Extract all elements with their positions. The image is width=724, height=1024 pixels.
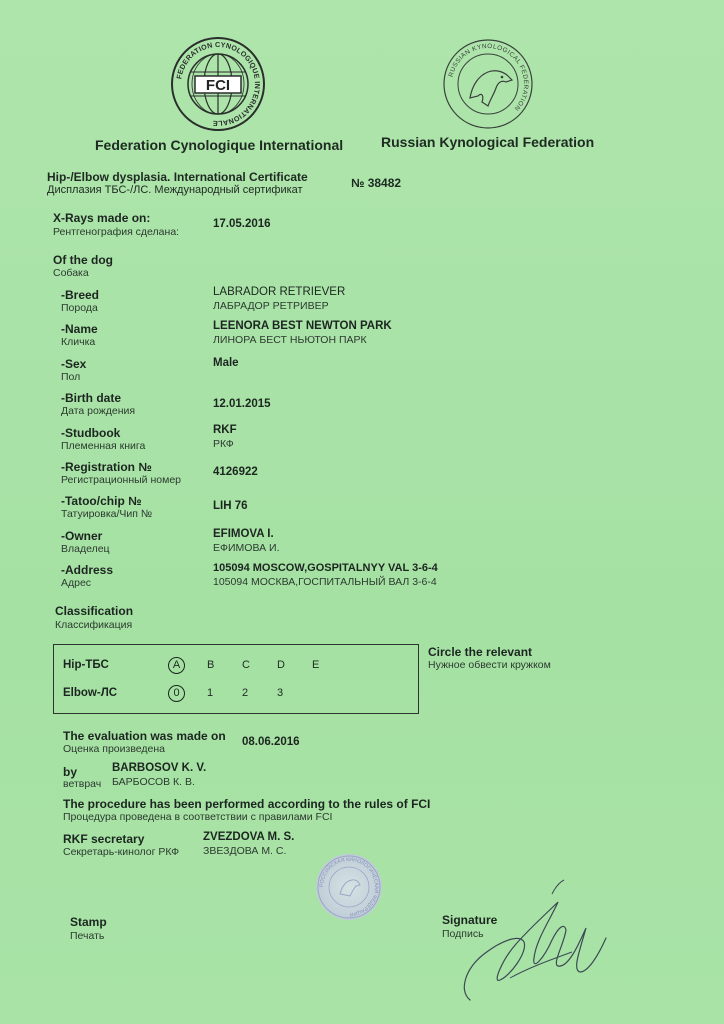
fci-logo-text: FCI (205, 77, 231, 94)
circle-note-en: Circle the relevant (428, 645, 533, 659)
chip-value: LIH 76 (213, 500, 248, 512)
registration-value: 4126922 (213, 466, 258, 478)
studbook-value-en: RKF (213, 424, 237, 436)
certificate-title-en: Hip-/Elbow dysplasia. International Certificate (47, 170, 308, 184)
classification-box (53, 644, 419, 714)
field-label-ru: Владелец (61, 543, 110, 555)
field-label-en: -Studbook (61, 426, 121, 440)
birth-date-value: 12.01.2015 (213, 398, 271, 410)
xray-label-en: X-Rays made on: (53, 211, 151, 225)
sex-value: Male (213, 357, 239, 369)
address-value-en: 105094 MOSCOW,GOSPITALNYY VAL 3-6-4 (213, 562, 438, 574)
rkf-seal-ring (316, 854, 382, 920)
secretary-name-en: ZVEZDOVA M. S. (203, 831, 295, 843)
owner-value-en: EFIMOVA I. (213, 528, 274, 540)
field-label-en: -Address (61, 563, 114, 577)
field-label-en: -Name (61, 322, 98, 336)
field-label-ru: Кличка (61, 336, 96, 348)
field-label-en: -Sex (61, 357, 87, 371)
hip-grade: E (312, 659, 320, 671)
field-label-en: -Birth date (61, 391, 121, 405)
certificate-title-ru: Дисплазия ТБС-/ЛС. Международный сертификат (47, 184, 303, 196)
signature-label-ru: Подпись (442, 928, 484, 940)
elbow-label: Elbow-ЛС (63, 687, 118, 699)
secretary-label-ru: Секретарь-кинолог РКФ (63, 846, 180, 858)
elbow-grade-selected: 0 (168, 685, 185, 702)
rkf-logo (442, 38, 534, 130)
field-label-en: -Owner (61, 529, 103, 543)
elbow-grade: 3 (277, 687, 284, 699)
seal-text: РОССИЙСКАЯ КИНОЛОГИЧЕСКАЯ ФЕДЕРАЦИЯ (318, 856, 380, 918)
xray-label-ru: Рентгенография сделана: (53, 226, 180, 238)
hip-grade-selected: A (168, 657, 185, 674)
procedure-en: The procedure has been performed according to the rules of FCI (63, 797, 431, 811)
vet-name-en: BARBOSOV K. V. (112, 762, 207, 774)
hip-grade: C (242, 659, 250, 671)
secretary-label-en: RKF secretary (63, 832, 145, 846)
handwritten-signature (440, 872, 610, 1008)
procedure-ru: Процедура проведена в соответствии с правилами FCI (63, 811, 333, 823)
evaluation-label-en: The evaluation was made on (63, 729, 226, 743)
fci-name: Federation Cynologique International (95, 137, 344, 153)
address-value-ru: 105094 МОСКВА,ГОСПИТАЛЬНЫЙ ВАЛ 3-6-4 (213, 576, 437, 588)
dog-heading-ru: Собака (53, 267, 89, 279)
field-label-en: -Breed (61, 288, 100, 302)
elbow-grade: 1 (207, 687, 214, 699)
rkf-name: Russian Kynological Federation (381, 134, 595, 150)
field-label-ru: Дата рождения (61, 405, 136, 417)
stamp-label-ru: Печать (70, 930, 105, 942)
field-label-en: -Registration № (61, 460, 152, 474)
field-label-ru: Порода (61, 302, 98, 314)
svg-text:РОССИЙСКАЯ КИНОЛОГИЧЕСКАЯ ФЕДЕ (319, 857, 379, 917)
field-label-ru: Татуировка/Чип № (61, 508, 153, 520)
certificate-number: № 38482 (351, 176, 402, 190)
secretary-name-ru: ЗВЕЗДОВА М. С. (203, 845, 287, 857)
stamp-label-en: Stamp (70, 915, 107, 929)
rkf-ring-text: RUSSIAN KYNOLOGICAL FEDERATION (447, 42, 530, 113)
evaluation-date: 08.06.2016 (242, 736, 300, 748)
field-label-ru: Пол (61, 371, 81, 383)
field-label-ru: Адрес (61, 577, 92, 589)
dog-heading-en: Of the dog (53, 253, 113, 267)
hip-label: Hip-ТБС (63, 659, 109, 671)
field-label-ru: Регистрационный номер (61, 474, 181, 486)
hip-grade: B (207, 659, 215, 671)
circle-note-ru: Нужное обвести кружком (428, 659, 551, 671)
owner-value-ru: ЕФИМОВА И. (213, 542, 280, 554)
signature-label-en: Signature (442, 913, 498, 927)
classification-heading-ru: Классификация (55, 619, 133, 631)
field-label-ru: Племенная книга (61, 440, 146, 452)
vet-name-ru: БАРБОСОВ К. В. (112, 776, 195, 788)
elbow-grade: 2 (242, 687, 249, 699)
hip-grade: D (277, 659, 285, 671)
xray-date: 17.05.2016 (213, 218, 271, 230)
by-label-ru: ветврач (63, 778, 102, 790)
fci-logo (170, 36, 266, 132)
name-value-ru: ЛИНОРА БЕСТ НЬЮТОН ПАРК (213, 334, 367, 346)
breed-value-ru: ЛАБРАДОР РЕТРИВЕР (213, 300, 329, 312)
fci-ring-text: FEDERATION CYNOLOGIQUE INTERNATIONALE (174, 39, 263, 129)
studbook-value-ru: РКФ (213, 438, 234, 450)
name-value-en: LEENORA BEST NEWTON PARK (213, 320, 392, 332)
breed-value-en: LABRADOR RETRIEVER (213, 286, 346, 298)
field-label-en: -Tatoo/chip № (61, 494, 142, 508)
by-label-en: by (63, 765, 78, 779)
evaluation-label-ru: Оценка произведена (63, 743, 166, 755)
classification-heading-en: Classification (55, 604, 134, 618)
